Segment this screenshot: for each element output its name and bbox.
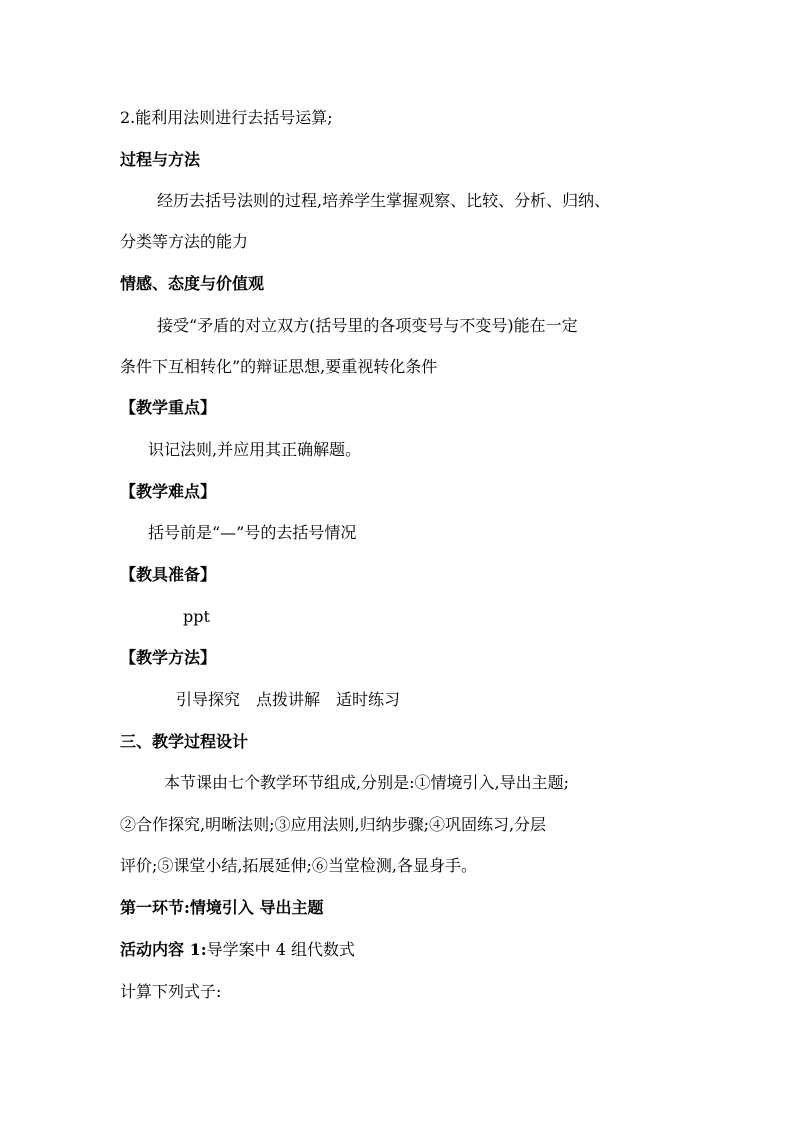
teaching-difficulty-text: 括号前是“—”号的去括号情况 (148, 523, 357, 542)
section-heading-process-method: 过程与方法 (120, 150, 201, 169)
activity-line (120, 940, 355, 960)
heading-teaching-method: 【教学方法】 (120, 648, 217, 667)
teaching-process-text-line-2: ②合作探究,明晰法则;③应用法则,归纳步骤;④巩固练习,分层 (120, 815, 547, 834)
heading-teaching-tools: 【教具准备】 (120, 565, 217, 584)
objective-item-2: 2.能利用法则进行去括号运算; (120, 108, 333, 127)
emotion-values-text-line-2: 条件下互相转化”的辩证思想,要重视转化条件 (120, 357, 438, 376)
activity-label: 活动内容 1: (120, 940, 207, 959)
teaching-process-text-line-1: 本节课由七个教学环节组成,分别是:①情境引入,导出主题; (164, 773, 569, 792)
teaching-focus-text: 识记法则,并应用其正确解题。 (148, 440, 362, 459)
activity-text: 导学案中 4 组代数式 (206, 940, 355, 959)
emotion-values-text-line-1: 接受“矛盾的对立双方(括号里的各项变号与不变号)能在一定 (157, 316, 578, 335)
teaching-tools-text: ppt (183, 607, 210, 626)
teaching-process-text-line-3: 评价;⑤课堂小结,拓展延伸;⑥当堂检测,各显身手。 (120, 856, 477, 875)
heading-first-stage: 第一环节:情境引入 导出主题 (120, 898, 324, 917)
process-method-text-line-1: 经历去括号法则的过程,培养学生掌握观察、比较、分析、归纳、 (157, 191, 611, 210)
section-heading-emotion-values: 情感、态度与价值观 (120, 274, 265, 293)
section-heading-teaching-process: 三、教学过程设计 (120, 732, 249, 751)
heading-teaching-difficulty: 【教学难点】 (120, 482, 217, 501)
calculate-prompt: 计算下列式子: (120, 982, 222, 1001)
heading-teaching-focus: 【教学重点】 (120, 398, 217, 417)
process-method-text-line-2: 分类等方法的能力 (120, 232, 249, 251)
teaching-method-text: 引导探究 点拨讲解 适时练习 (176, 690, 401, 709)
